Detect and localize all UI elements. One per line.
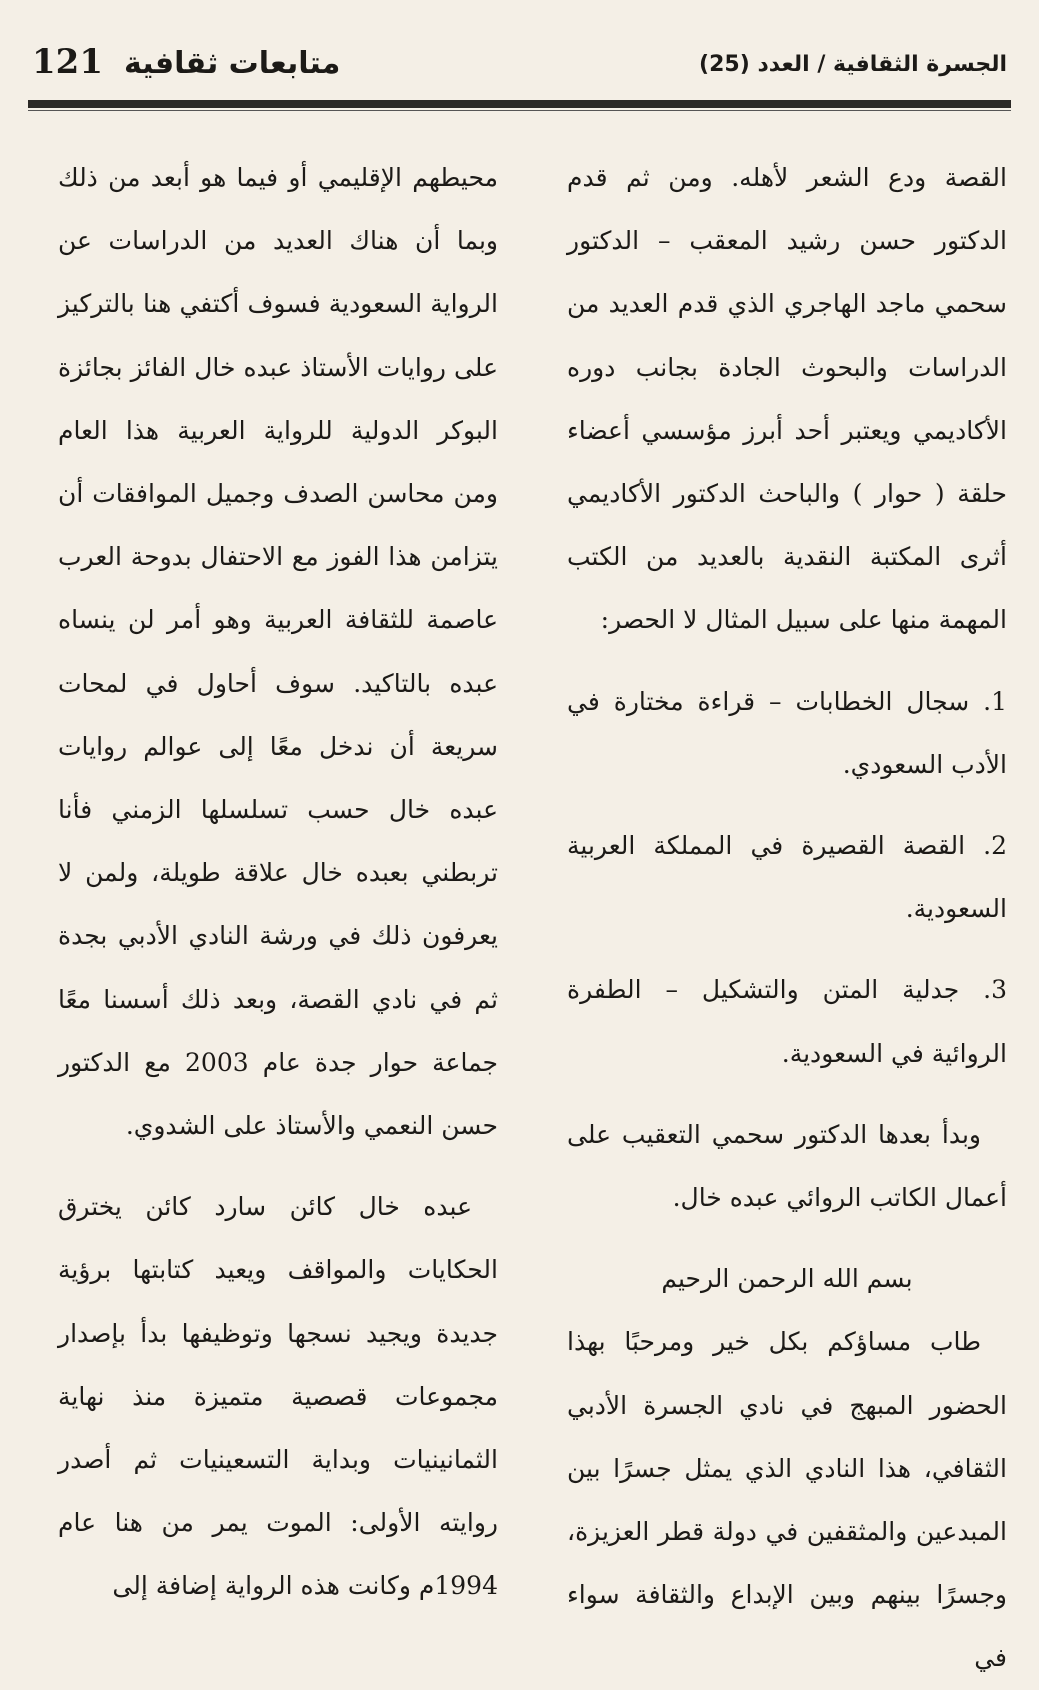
paragraph: عبده خال كائن سارد كائن يخترق الحكايات والمواقف ويعيد كتابتها برؤية جديدة ويجيد نسجها وتوظيفها بدأ بإصدار مجموعات قصصية متميزة منذ نهاية الثمانينيات وبداية التسعينيات ثم أصدر روايته الأولى: الموت يمر من هنا عام 1994م وكانت هذه الرواية إضافة إلى bbox=[58, 1192, 498, 1601]
header-rule-thin bbox=[28, 110, 1011, 111]
list-item: 1. سجال الخطابات – قراءة مختارة في الأدب السعودي. bbox=[567, 686, 1007, 779]
right-column bbox=[567, 146, 1007, 1690]
basmala: بسم الله الرحمن الرحيم bbox=[661, 1264, 913, 1294]
page-number: 121 bbox=[32, 42, 103, 82]
list-item: 2. القصة القصيرة في المملكة العربية السعودية. bbox=[567, 831, 1007, 924]
paragraph: طاب مساؤكم بكل خير ومرحبًا بهذا الحضور المبهج في نادي الجسرة الأدبي الثقافي، هذا النادي الذي يمثل جسرًا بين المبدعين والمثقفين في دولة قطر العزيزة، وجسرًا بينهم وبين الإبداع والثقافة سواء في bbox=[567, 1327, 1007, 1673]
section-title: متابعات ثقافية bbox=[124, 46, 341, 81]
page-header bbox=[28, 38, 1011, 94]
journal-info: الجسرة الثقافية / العدد (25) bbox=[699, 52, 1007, 77]
paragraph: وبدأ بعدها الدكتور سحمي التعقيب على أعمال الكاتب الروائي عبده خال. bbox=[567, 1119, 1007, 1213]
header-rule bbox=[28, 100, 1011, 108]
list-item: 3. جدلية المتن والتشكيل – الطفرة الروائية في السعودية. bbox=[567, 975, 1007, 1068]
left-column bbox=[58, 146, 498, 1618]
paragraph: محيطهم الإقليمي أو فيما هو أبعد من ذلك وبما أن هناك العديد من الدراسات عن الرواية السعودية فسوف أكتفي هنا بالتركيز على روايات الأستاذ عبده خال الفائز بجائزة البوكر الدولية للرواية العربية هذا العام ومن محاسن الصدف وجميل الموافقات أن يتزامن هذا الفوز مع الاحتفال بدوحة العرب عاصمة للثقافة العربية وهو أمر لن ينساه عبده بالتاكيد. سوف أحاول في لمحات سريعة أن ندخل معًا إلى عوالم روايات عبده خال حسب تسلسلها الزمني فأنا تربطني بعبده خال علاقة طويلة، ولمن لا يعرفون ذلك في ورشة النادي الأدبي بجدة ثم في نادي القصة، وبعد ذلك أسسنا معًا جماعة حوار جدة عام 2003 مع الدكتور حسن النعمي والأستاذ على الشدوي. bbox=[58, 163, 498, 1141]
paragraph: القصة ودع الشعر لأهله. ومن ثم قدم الدكتور حسن رشيد المعقب – الدكتور سحمي ماجد الهاجري الذي قدم العديد من الدراسات والبحوث الجادة بجانب دوره الأكاديمي ويعتبر أحد أبرز مؤسسي أعضاء حلقة ( حوار ) والباحث الدكتور الأكاديمي أثرى المكتبة النقدية بالعديد من الكتب المهمة منها على سبيل المثال لا الحصر: bbox=[567, 163, 1007, 635]
